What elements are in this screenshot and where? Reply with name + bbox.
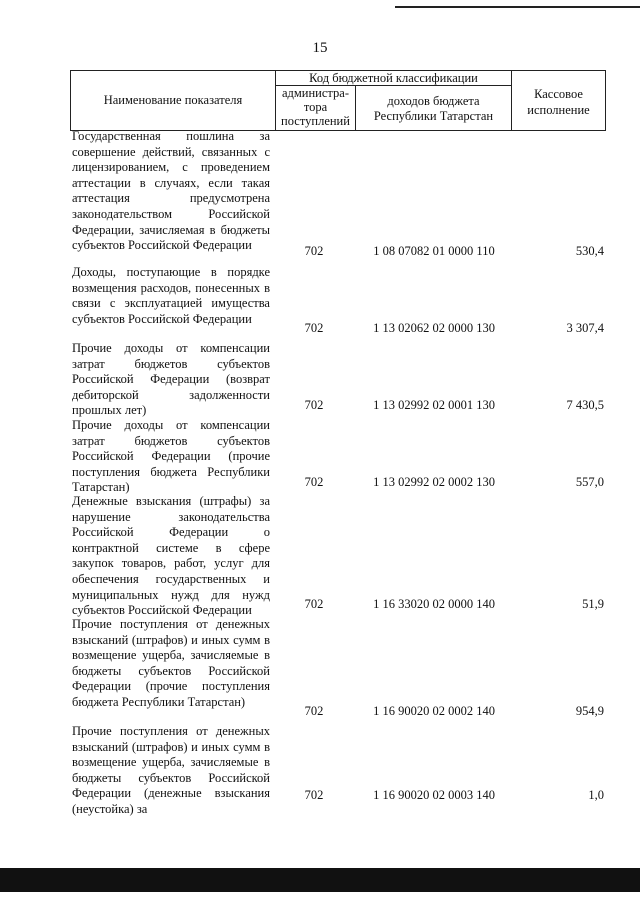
row-name: Прочие доходы от компенсации затрат бюджетов субъектов Российской Федерации (прочие поступления бюджета Республики Татарстан) xyxy=(72,418,270,495)
row-amount: 530,4 xyxy=(575,244,604,258)
row-budget-code: 1 13 02062 02 0000 130 xyxy=(373,321,495,335)
row-amount: 51,9 xyxy=(582,597,604,611)
row-amount: 557,0 xyxy=(575,475,604,489)
row-admin-code: 702 xyxy=(304,244,324,258)
row-budget-code: 1 16 90020 02 0002 140 xyxy=(373,704,495,718)
row-name: Доходы, поступающие в порядке возмещения расходов, понесенных в связи с эксплуатацией имущества субъектов Российской Федерации xyxy=(72,265,270,326)
row-name: Государственная пошлина за совершение действий, связанных с лицензированием, с проведением аттестации в случаях, если такая аттестация предусмотрена законодательством Российской Федерации, зачисляемая в бюджеты субъектов Российской Федерации xyxy=(72,129,270,253)
row-name: Прочие поступления от денежных взысканий (штрафов) и иных сумм в возмещение ущерба, зачисляемые в бюджеты субъектов Российской Федерации (денежные взыскания (неустойка) за xyxy=(72,724,270,816)
row-amount: 954,9 xyxy=(575,704,604,718)
row-budget-code: 1 13 02992 02 0001 130 xyxy=(373,398,495,412)
header-code-group: Код бюджетной классификации xyxy=(309,71,478,85)
row-budget-code: 1 08 07082 01 0000 110 xyxy=(373,244,495,258)
row-admin-code: 702 xyxy=(304,788,324,802)
header-amount: Кассовое исполнение xyxy=(527,87,590,117)
row-amount: 3 307,4 xyxy=(566,321,604,335)
row-amount: 1,0 xyxy=(588,788,604,802)
row-amount: 7 430,5 xyxy=(566,398,604,412)
header-name: Наименование показателя xyxy=(103,93,243,107)
row-admin-code: 702 xyxy=(304,597,324,611)
row-name: Прочие доходы от компенсации затрат бюджетов субъектов Российской Федерации (возврат дебиторской задолженности прошлых лет) xyxy=(72,341,270,418)
row-admin-code: 702 xyxy=(304,321,324,335)
header-admin: администра- тора поступлений xyxy=(281,86,350,128)
row-budget-code: 1 16 33020 02 0000 140 xyxy=(373,597,495,611)
row-admin-code: 702 xyxy=(304,475,324,489)
row-name: Денежные взыскания (штрафы) за нарушение законодательства Российской Федерации о контрактной системе в сфере закупок товаров, работ, услуг для обеспечения государственных и муниципальных нужд для нужд субъектов Российской Федерации xyxy=(72,494,270,618)
header-right-border xyxy=(605,70,606,131)
row-admin-code: 702 xyxy=(304,704,324,718)
row-budget-code: 1 16 90020 02 0003 140 xyxy=(373,788,495,802)
page-number: 15 xyxy=(312,40,328,56)
row-admin-code: 702 xyxy=(304,398,324,412)
header-budget-code: доходов бюджета Республики Татарстан xyxy=(373,94,494,123)
scan-edge-line xyxy=(395,6,640,8)
row-budget-code: 1 13 02992 02 0002 130 xyxy=(373,475,495,489)
scan-bottom-band xyxy=(0,868,640,892)
row-name: Прочие поступления от денежных взысканий (штрафов) и иных сумм в возмещение ущерба, зачисляемые в бюджеты субъектов Российской Федерации (прочие поступления бюджета Республики Татарстан) xyxy=(72,617,270,709)
